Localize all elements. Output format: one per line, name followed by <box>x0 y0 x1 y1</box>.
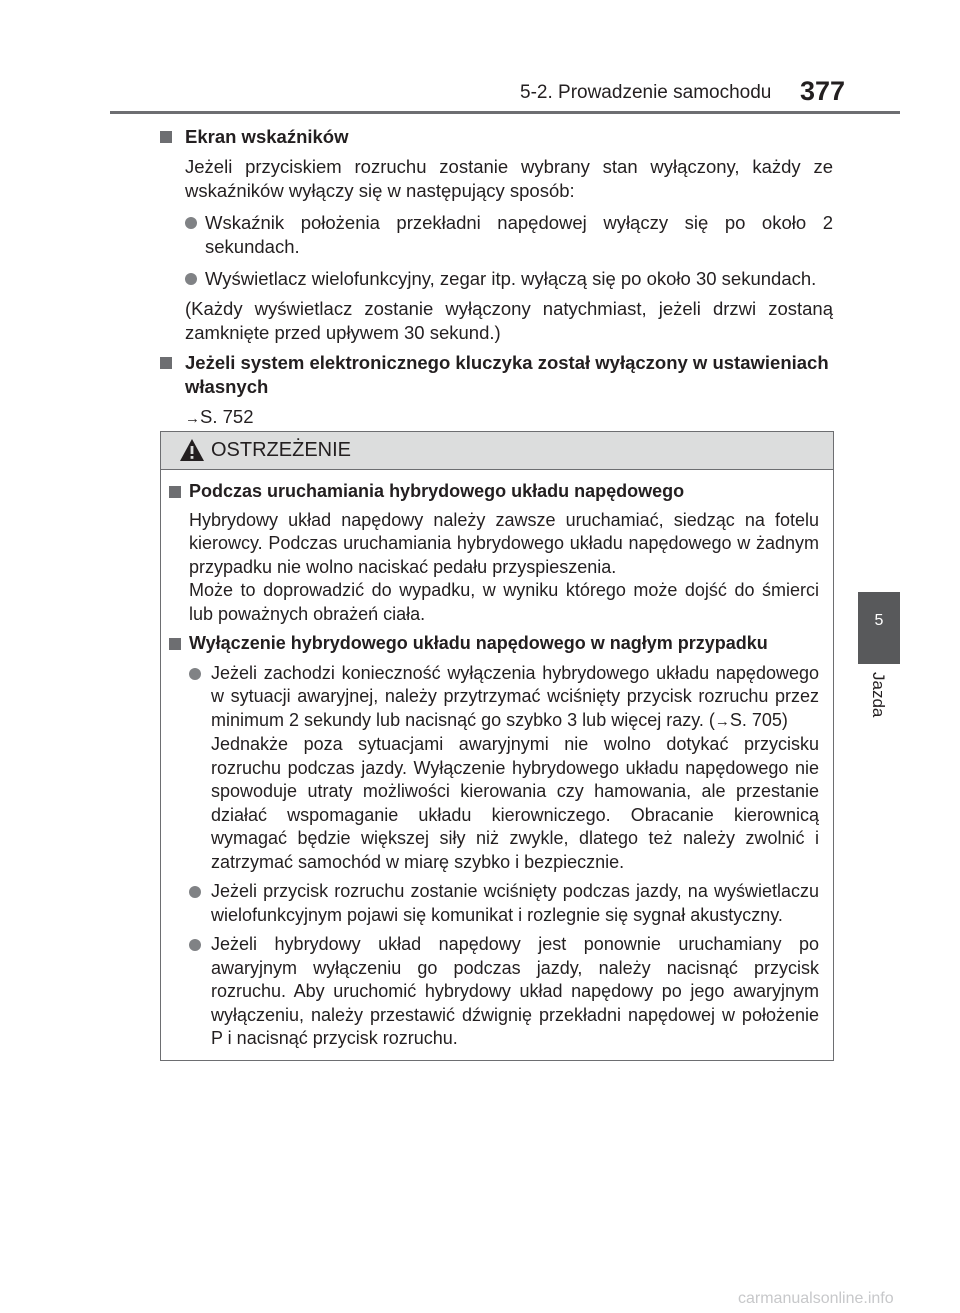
page-reference[interactable] <box>160 405 833 431</box>
paragraph-text: Może to doprowadzić do wypadku, w wyniku którego może dojść do śmierci lub poważnych obrażeń ciała. <box>189 580 819 624</box>
list-item <box>169 880 819 927</box>
chapter-label: Jazda <box>869 672 888 718</box>
section-heading <box>160 351 833 399</box>
warning-title: OSTRZEŻENIE <box>211 439 352 461</box>
page-reference-text[interactable]: S. 705) <box>729 709 788 730</box>
chapter-number: 5 <box>874 612 884 629</box>
warning-triangle-icon <box>179 438 205 462</box>
warning-body <box>161 470 833 1051</box>
section-title: 5-2. Prowadzenie samochodu <box>520 82 772 103</box>
arrow-right-icon: → <box>185 410 200 427</box>
warning-heading-text: Wyłączenie hybrydowego układu napędowego w nagłym przypadku <box>189 633 768 653</box>
section-heading-text: Ekran wskaźników <box>185 126 349 147</box>
list-item-text: Jeżeli hybrydowy układ napędowy jest ponownie uruchamiany po awaryjnym wyłączeniu go podczas jazdy, należy nacisnąć przycisk rozruchu. Aby uruchomić hybrydowy układ napędowy po jego awaryjnym wyłączeniu, należy przestawić dźwignię przekładni napędowej w położenie P i nacisnąć przycisk rozruchu. <box>211 934 819 1048</box>
list-item-text: Wskaźnik położenia przekładni napędowej wyłączy się po około 2 sekundach. <box>205 212 833 257</box>
arrow-right-icon: → <box>714 712 730 730</box>
section-heading <box>160 125 833 149</box>
warning-heading-text: Podczas uruchamiania hybrydowego układu napędowego <box>189 481 685 501</box>
circle-bullet-icon <box>189 668 201 680</box>
circle-bullet-icon <box>189 939 201 951</box>
warning-box <box>160 431 834 1061</box>
list-item <box>169 933 819 1051</box>
paragraph-text: Hybrydowy układ napędowy należy zawsze uruchamiać, siedząc na fotelu kierowcy. Podczas uruchamiania hybrydowego układu napędowego w żadnym przypadku nie wolno naciskać pedału przyspieszenia. <box>189 509 819 577</box>
header-rule <box>110 111 900 114</box>
paragraph: Jeżeli przyciskiem rozruchu zostanie wybrany stan wyłączony, każdy ze wskaźników wyłączy się w następujący sposób: <box>185 156 833 201</box>
list-item <box>160 267 833 291</box>
list-item <box>169 662 819 875</box>
list-item-text: Jeżeli zachodzi konieczność wyłączenia hybrydowego układu napędowego w sytuacji awaryjnej, należy przytrzymać wciśnięty przycisk rozruchu przez minimum 2 sekundy lub nacisnąć go szybko 3 lub więcej razy. ( <box>211 662 819 730</box>
square-bullet-icon <box>160 131 172 143</box>
warning-header <box>161 432 833 470</box>
warning-heading <box>169 632 819 656</box>
page-number: 377 <box>800 76 846 106</box>
circle-bullet-icon <box>185 217 197 229</box>
list-item-text: Wyświetlacz wielofunkcyjny, zegar itp. wyłączą się po około 30 sekundach. <box>205 268 817 289</box>
circle-bullet-icon <box>189 886 201 898</box>
paragraph: (Każdy wyświetlacz zostanie wyłączony natychmiast, jeżeli drzwi zostaną zamknięte przed upływem 30 sekund.) <box>185 298 833 343</box>
list-item-text: Jednakże poza sytuacjami awaryjnymi nie wolno dotykać przycisku rozruchu podczas jazdy. Wyłączenie hybrydowego układu napędowego nie spowoduje utraty możliwości kierowania czy hamowania, ale przestanie działać wspomaganie układu kierowniczego. Obracanie kierownicą wymagać będzie większej siły niż zwykle, dlatego też należy zwolnić i zatrzymać samochód w miarę szybko i bezpiecznie. <box>211 734 819 872</box>
paragraph <box>169 509 819 627</box>
chapter-label-wrap <box>870 672 890 722</box>
section-heading-text: Jeżeli system elektronicznego kluczyka został wyłączony w ustawieniach własnych <box>185 352 829 397</box>
square-bullet-icon <box>169 486 181 498</box>
square-bullet-icon <box>169 638 181 650</box>
warning-heading <box>169 480 819 504</box>
page-reference-text: S. 752 <box>200 406 254 427</box>
square-bullet-icon <box>160 357 172 369</box>
list-item-text: Jeżeli przycisk rozruchu zostanie wciśnięty podczas jazdy, na wyświetlaczu wielofunkcyjnym pojawi się komunikat i rozlegnie się sygnał akustyczny. <box>211 881 819 925</box>
main-content <box>160 125 833 431</box>
watermark: carmanualsonline.info <box>738 1290 894 1307</box>
list-item <box>160 211 833 259</box>
circle-bullet-icon <box>185 273 197 285</box>
